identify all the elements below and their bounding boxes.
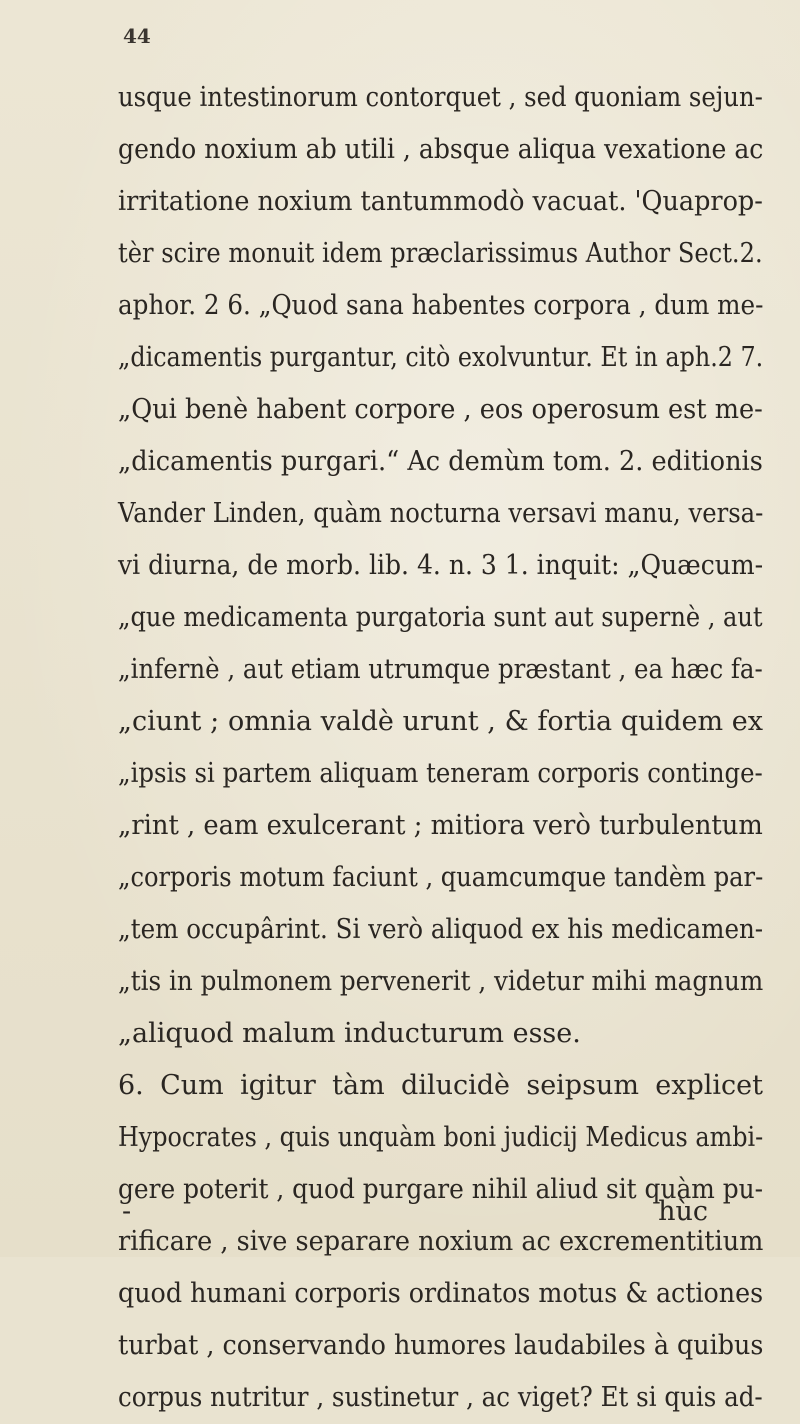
text-line: „corporis motum faciunt , quamcumque tandèm par- — [118, 862, 764, 893]
text-line: 6. Cum igitur tàm dilucidè seipsum explicet — [118, 1070, 763, 1101]
catchword: hùc — [658, 1196, 708, 1227]
footer-row — [118, 1196, 763, 1236]
text-line: vi diurna, de morb. lib. 4. n. 3 1. inquit: „Quæcum- — [118, 550, 764, 581]
text-line: „ipsis si partem aliquam teneram corporis continge- — [118, 758, 763, 789]
text-line: tèr scire monuit idem præclarissimus Author Sect.2. — [118, 238, 763, 269]
text-line: Vander Linden, quàm nocturna versavi manu, versa- — [118, 498, 764, 529]
text-line: „rint , eam exulcerant ; mitiora verò turbulentum — [118, 810, 763, 841]
text-line: rificare , sive separare noxium ac excrementitium — [118, 1226, 764, 1257]
text-line: aphor. 2 6. „Quod sana habentes corpora , dum me- — [118, 290, 764, 321]
text-line: „aliquod malum inducturum esse. — [118, 1018, 581, 1049]
text-line: „dicamentis purgari.“ Ac demùm tom. 2. editionis — [118, 446, 763, 477]
text-line: gere poterit , quod purgare nihil aliud sit quàm pu- — [118, 1174, 764, 1205]
text-line: usque intestinorum contorquet , sed quoniam sejun- — [118, 82, 763, 113]
text-line: „Qui benè habent corpore , eos operosum est me- — [118, 394, 763, 425]
text-line: Hypocrates , quis unquàm boni judicij Medicus ambi- — [118, 1122, 764, 1153]
text-line: quod humani corporis ordinatos motus & actiones — [118, 1278, 764, 1309]
text-line: turbat , conservando humores laudabiles à quibus — [118, 1330, 764, 1361]
text-line: „que medicamenta purgatoria sunt aut supernè , aut — [118, 602, 763, 633]
text-line: irritatione noxium tantummodò vacuat. 'Quaprop- — [118, 186, 763, 217]
text-line: „ciunt ; omnia valdè urunt , & fortia quidem ex — [118, 706, 763, 737]
text-line: gendo noxium ab utili , absque aliqua vexatione ac — [118, 134, 764, 165]
text-line: „dicamentis purgantur, citò exolvuntur. Et in aph.2 7. — [118, 342, 764, 373]
text-line: corpus nutritur , sustinetur , ac viget? Et si quis ad- — [118, 1382, 763, 1413]
text-line: „tem occupârint. Si verò aliquod ex his medicamen- — [118, 914, 764, 945]
page-number: 44 — [123, 24, 151, 48]
footer-mark: - — [122, 1196, 132, 1227]
text-line: „infernè , aut etiam utrumque præstant , ea hæc fa- — [118, 654, 763, 685]
text-line: „tis in pulmonem pervenerit , videtur mihi magnum — [118, 966, 764, 997]
